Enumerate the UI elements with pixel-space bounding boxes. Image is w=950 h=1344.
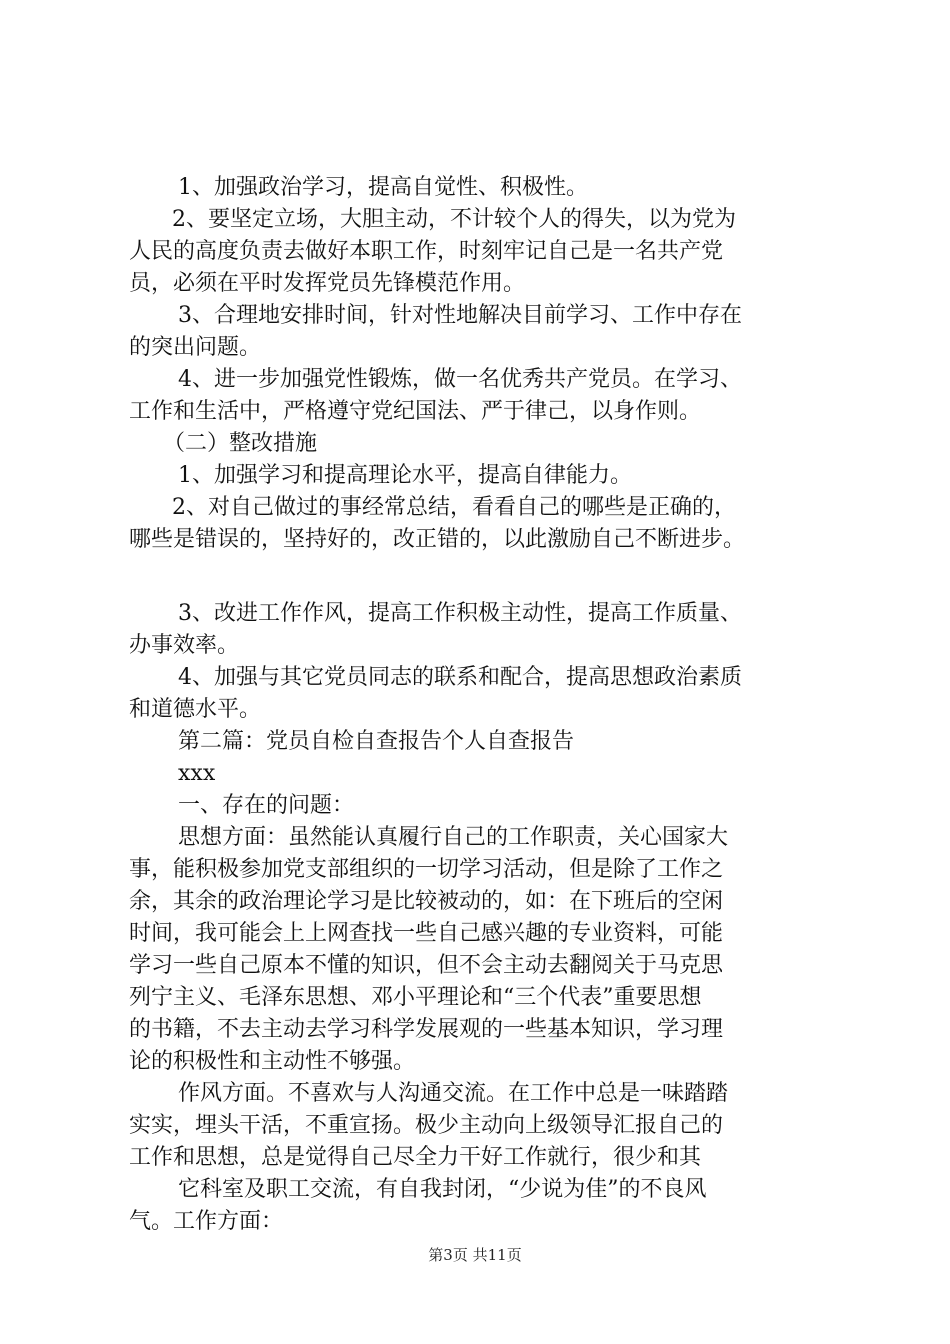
section-heading: （二）整改措施	[163, 431, 318, 456]
paragraph-line: 工作和生活中，严格遵守党纪国法、严于律己，以身作则。	[129, 399, 702, 424]
paragraph-line: 工作和思想，总是觉得自己尽全力干好工作就行，很少和其	[129, 1145, 702, 1170]
page-number-footer: 第3页 共11页	[428, 1246, 522, 1264]
paragraph-line: 的突出问题。	[129, 335, 262, 360]
paragraph-line: 哪些是错误的，坚持好的，改正错的，以此激励自己不断进步。	[129, 527, 746, 552]
paragraph-line: 事，能积极参加党支部组织的一切学习活动，但是除了工作之	[129, 857, 724, 882]
paragraph-line: 1、加强政治学习，提高自觉性、积极性。	[178, 175, 588, 200]
author-name: xxx	[178, 761, 216, 786]
paragraph-line: 4、进一步加强党性锻炼，做一名优秀共产党员。在学习、	[178, 367, 742, 392]
paragraph-line: 列宁主义、毛泽东思想、邓小平理论和“三个代表”重要思想	[129, 985, 702, 1010]
paragraph-gap	[0, 556, 950, 598]
document-body	[0, 172, 950, 1238]
paragraph-line: 1、加强学习和提高理论水平，提高自律能力。	[178, 463, 632, 488]
paragraph-line: 2、对自己做过的事经常总结，看看自己的哪些是正确的，	[172, 495, 736, 520]
paragraph-line: 时间，我可能会上上网查找一些自己感兴趣的专业资料，可能	[129, 921, 724, 946]
paragraph-line: 余，其余的政治理论学习是比较被动的，如：在下班后的空闲	[129, 889, 724, 914]
paragraph-line: 论的积极性和主动性不够强。	[129, 1049, 416, 1074]
section-heading: 一、存在的问题：	[178, 793, 355, 818]
paragraph-line: 思想方面：虽然能认真履行自己的工作职责，关心国家大	[178, 825, 729, 850]
paragraph-line: 和道德水平。	[129, 697, 262, 722]
paragraph-line: 学习一些自己原本不懂的知识，但不会主动去翻阅关于马克思	[129, 953, 724, 978]
paragraph-line: 办事效率。	[129, 633, 240, 658]
paragraph-line: 气。工作方面：	[129, 1209, 284, 1234]
paragraph-line: 2、要坚定立场，大胆主动，不计较个人的得失，以为党为	[172, 207, 736, 232]
paragraph-line: 人民的高度负责去做好本职工作，时刻牢记自己是一名共产党	[129, 239, 724, 264]
paragraph-line: 作风方面。不喜欢与人沟通交流。在工作中总是一味踏踏	[178, 1081, 729, 1106]
paragraph-line: 的书籍，不去主动去学习科学发展观的一些基本知识，学习理	[129, 1017, 724, 1042]
paragraph-line: 4、加强与其它党员同志的联系和配合，提高思想政治素质	[178, 665, 742, 690]
paragraph-line: 3、合理地安排时间，针对性地解决目前学习、工作中存在	[178, 303, 742, 328]
paragraph-line: 实实，埋头干活，不重宣扬。极少主动向上级领导汇报自己的	[129, 1113, 724, 1138]
paragraph-line: 3、改进工作作风，提高工作积极主动性，提高工作质量、	[178, 601, 742, 626]
paragraph-line: 员，必须在平时发挥党员先锋模范作用。	[129, 271, 526, 296]
paragraph-line: 它科室及职工交流，有自我封闭，“少说为佳”的不良风	[178, 1177, 707, 1202]
chapter-title: 第二篇：党员自检自查报告个人自查报告	[178, 729, 575, 754]
